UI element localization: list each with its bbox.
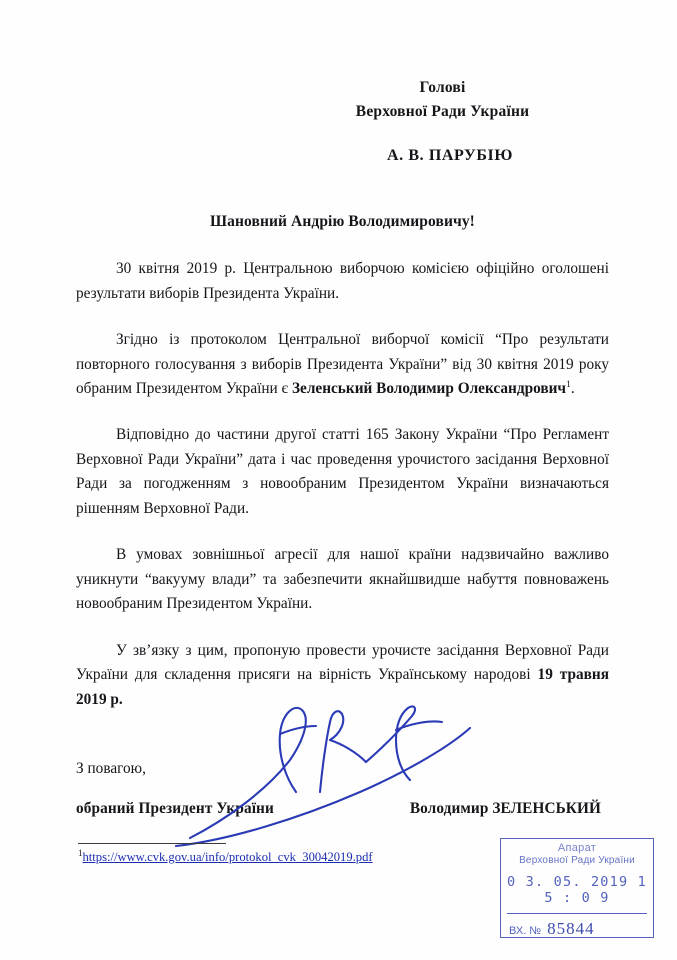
ceremony-date: 19 травня 2019 р.: [76, 666, 609, 708]
paragraph-2: Згідно із протоколом Центральної виборчої комісії “Про результати повторного голосування з виборів Президента України” від 30 квітня 2019 року обраним Президентом України є Зеленський Володимир Олександрович$^1$.: [76, 331, 609, 397]
signatory-title: обраний Президент України: [76, 800, 274, 818]
addressee-line-1: Голові: [419, 79, 466, 96]
addressee-block: [276, 76, 609, 123]
paragraph-2-text: Згідно із протоколом Центральної виборчої комісії “Про результати повторного голосування з виборів Президента України” від 30 квітня 2019 року обраним Президентом України є: [76, 331, 609, 397]
footnote-divider: [78, 843, 226, 844]
addressee-name: А. В. ПАРУБІЮ: [387, 147, 513, 165]
stamp-incoming-row: [501, 914, 653, 939]
stamp-incoming-number: 85844: [547, 919, 595, 939]
stamp-title: Апарат: [557, 842, 597, 854]
paragraph-5-text: У зв’язку з цим, пропоную провести урочисте засідання Верховної Ради України для складення присяги на вірність Українському народові: [76, 641, 609, 684]
paragraph-4: В умовах зовнішньої агресії для нашої країни надзвичайно важливо уникнути “вакууму влади” та забезпечити якнайшвидше набуття повноважень новообраним Президентом України.: [76, 546, 609, 613]
footnote: [78, 848, 373, 865]
signatory-name: Володимир ЗЕЛЕНСЬКИЙ: [409, 800, 601, 818]
stamp-subtitle: Верховної Ради України: [519, 855, 635, 866]
addressee-line-2: Верховної Ради України: [355, 102, 530, 120]
president-name: Зеленський Володимир Олександрович: [291, 379, 567, 397]
salutation: Шановний Андрію Володимировичу!: [210, 213, 475, 231]
paragraph-1: 30 квітня 2019 р. Центральною виборчою комісією офіційно оголошені результати виборів Президента України.: [76, 260, 609, 302]
paragraph-3: Відповідно до частини другої статті 165 Закону України “Про Регламент Верховної Ради України” дата і час проведення урочистого засідання Верховної Ради за погодженням з новообраним Президентом України визначаються рішенням Верховної Ради.: [76, 426, 609, 517]
footnote-marker: 1: [78, 848, 83, 858]
footnote-link[interactable]: https://www.cvk.gov.ua/info/protokol_cvk_30042019.pdf: [82, 850, 373, 865]
closing: З повагою,: [76, 760, 146, 778]
letter-body: [76, 76, 609, 818]
footnote-ref: 1: [566, 379, 571, 390]
signature-row: [76, 800, 609, 818]
incoming-stamp: [500, 838, 654, 938]
stamp-date: 0 3. 05. 2019 1 5 : 0 9: [507, 874, 647, 906]
paragraph-5: [76, 639, 609, 712]
stamp-incoming-label: ВХ. №: [509, 925, 542, 938]
